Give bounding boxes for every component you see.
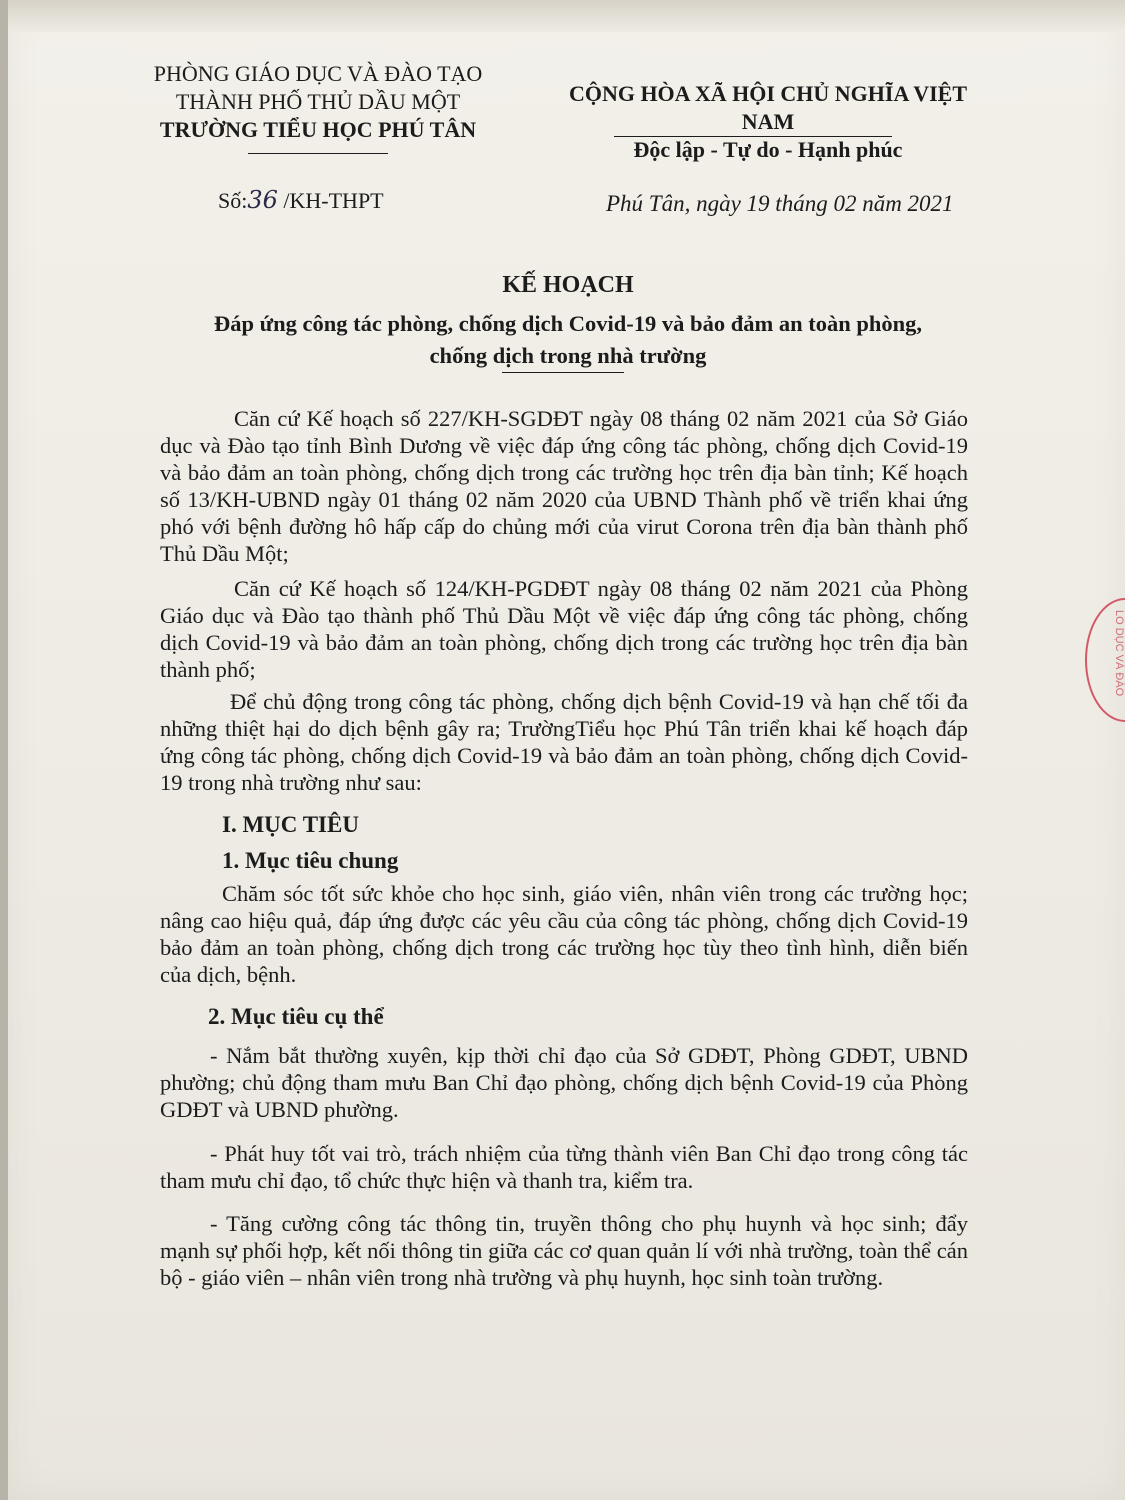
paragraph-general-objective: Chăm sóc tốt sức khỏe cho học sinh, giáo viên, nhân viên trong các trường học; nâng cao hiệu quả, đáp ứng được các yêu cầu của công tác phòng, chống dịch Covid-19 bảo đảm an toàn phòng, chống dịch trong các trường học tùy theo tình hình, diễn biến của dịch, bệnh. <box>160 881 968 987</box>
document-number-handwritten: 36 <box>247 186 278 214</box>
bullet-item-1: - Nắm bắt thường xuyên, kịp thời chỉ đạo của Sở GDĐT, Phòng GDĐT, UBND phường; chủ động tham mưu Ban Chỉ đạo phòng, chống dịch bệnh Covid-19 của Phòng GDĐT và UBND phường. <box>160 1043 968 1122</box>
bullet-item-2: - Phát huy tốt vai trò, trách nhiệm của từng thành viên Ban Chỉ đạo trong công tác tham mưu chỉ đạo, tổ chức thực hiện và thanh tra, kiểm tra. <box>160 1141 968 1193</box>
document-number-prefix: Số: <box>218 188 248 213</box>
header-right <box>548 80 988 164</box>
document-page <box>8 0 1125 1500</box>
document-number <box>218 186 384 215</box>
document-subtitle-line1: Đáp ứng công tác phòng, chống dịch Covid-19 và bảo đảm an toàn phòng, <box>213 311 923 336</box>
header-left-city: THÀNH PHỐ THỦ DẦU MỘT <box>175 89 461 114</box>
header-left-underline <box>248 153 388 154</box>
document-number-suffix: /KH-THPT <box>283 188 384 213</box>
subsection-heading-specific: 2. Mục tiêu cụ thể <box>208 1004 384 1029</box>
document-subtitle <box>158 308 978 372</box>
paragraph-purpose: Để chủ động trong công tác phòng, chống dịch bệnh Covid-19 và hạn chế tối đa những thiệt hại do dịch bệnh gây ra; TrườngTiểu học Phú Tân triển khai kế hoạch đáp ứng công tác phòng, chống dịch Covid-19 và bảo đảm an toàn phòng, chống dịch Covid-19 trong nhà trường như sau: <box>160 689 968 795</box>
official-stamp-text: LO DỤC VÀ ĐÀO <box>1113 610 1125 697</box>
header-right-motto: Độc lập - Tự do - Hạnh phúc <box>633 137 903 162</box>
bullet-item-3: - Tăng cường công tác thông tin, truyền thông cho phụ huynh và học sinh; đẩy mạnh sự phối hợp, kết nối thông tin giữa các cơ quan quản lí với nhà trường, toàn thể cán bộ - giáo viên – nhân viên trong nhà trường và phụ huynh, học sinh toàn trường. <box>160 1211 968 1290</box>
header-left-agency: PHÒNG GIÁO DỤC VÀ ĐÀO TẠO <box>153 61 483 86</box>
section-heading-objectives: I. MỤC TIÊU <box>222 812 359 837</box>
document-date: Phú Tân, ngày 19 tháng 02 năm 2021 <box>606 191 954 216</box>
paragraph-legal-basis-2: Căn cứ Kế hoạch số 124/KH-PGDĐT ngày 08 tháng 02 năm 2021 của Phòng Giáo dục và Đào tạo thành phố Thủ Dầu Một về việc đáp ứng công tác phòng, chống dịch Covid-19 và bảo đảm an toàn phòng, chống dịch trong các trường học trên địa bàn thành phố; <box>160 576 968 682</box>
paragraph-legal-basis-1: Căn cứ Kế hoạch số 227/KH-SGDĐT ngày 08 tháng 02 năm 2021 của Sở Giáo dục và Đào tạo tỉnh Bình Dương về việc đáp ứng công tác phòng, chống dịch Covid-19 và bảo đảm an toàn phòng, chống dịch trong các trường học trên địa bàn tỉnh; Kế hoạch số 13/KH-UBND ngày 01 tháng 02 năm 2020 của UBND Thành phố về triển khai ứng phó với bệnh đường hô hấp cấp do chủng mới của virut Corona trên địa bàn thành phố Thủ Dầu Một; <box>160 406 968 566</box>
header-left <box>138 60 498 144</box>
header-left-school: TRƯỜNG TIỂU HỌC PHÚ TÂN <box>159 117 477 142</box>
page-top-shadow <box>8 0 1125 32</box>
subsection-heading-general: 1. Mục tiêu chung <box>222 848 399 873</box>
document-subtitle-line2: chống dịch trong nhà trường <box>429 343 707 368</box>
header-right-nation: CỘNG HÒA XÃ HỘI CHỦ NGHĨA VIỆT NAM <box>568 81 968 134</box>
header-right-underline <box>614 136 892 137</box>
title-underline <box>502 372 624 373</box>
document-title: KẾ HOẠCH <box>502 272 634 298</box>
